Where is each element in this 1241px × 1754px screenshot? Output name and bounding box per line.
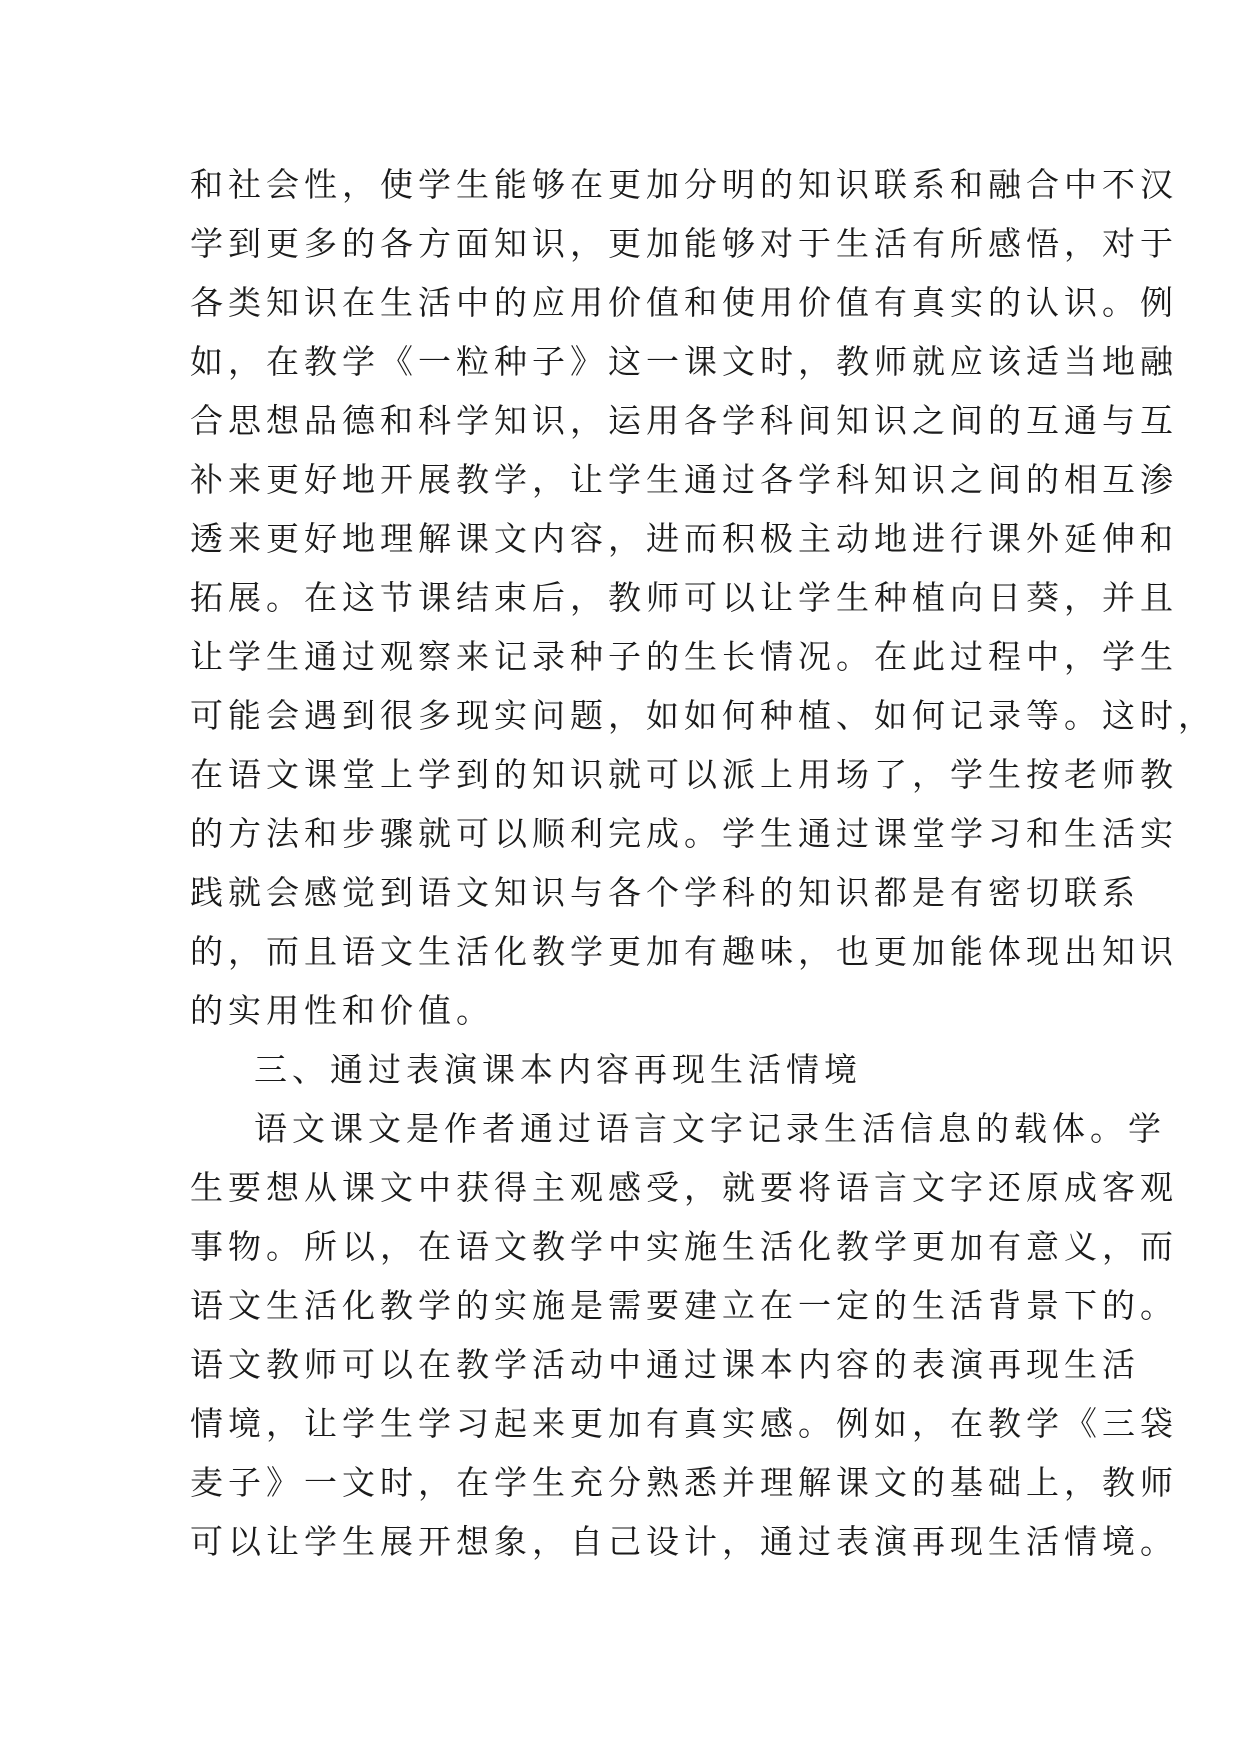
paragraph-2-line: 语文教师可以在教学活动中通过课本内容的表演再现生活 xyxy=(190,1345,1140,1384)
paragraph-2-line: 生要想从课文中获得主观感受，就要将语言文字还原成客观 xyxy=(190,1168,1178,1207)
paragraph-2-line: 情境，让学生学习起来更加有真实感。例如，在教学《三袋 xyxy=(190,1404,1178,1443)
paragraph-1-line: 的方法和步骤就可以顺利完成。学生通过课堂学习和生活实 xyxy=(190,814,1178,853)
paragraph-1-line: 合思想品德和科学知识，运用各学科间知识之间的互通与互 xyxy=(190,401,1178,440)
document-body xyxy=(190,155,1216,1571)
paragraph-1-line: 践就会感觉到语文知识与各个学科的知识都是有密切联系 xyxy=(190,873,1140,912)
paragraph-2-line: 可以让学生展开想象，自己设计，通过表演再现生活情境。 xyxy=(190,1522,1178,1561)
paragraph-1-line: 可能会遇到很多现实问题，如如何种植、如何记录等。这时， xyxy=(190,696,1216,735)
paragraph-1-line: 学到更多的各方面知识，更加能够对于生活有所感悟，对于 xyxy=(190,224,1178,263)
paragraph-1-line: 如，在教学《一粒种子》这一课文时，教师就应该适当地融 xyxy=(190,342,1178,381)
paragraph-2-line: 麦子》一文时，在学生充分熟悉并理解课文的基础上，教师 xyxy=(190,1463,1178,1502)
paragraph-2-line: 事物。所以，在语文教学中实施生活化教学更加有意义，而 xyxy=(190,1227,1178,1266)
paragraph-1-line: 透来更好地理解课文内容，进而积极主动地进行课外延伸和 xyxy=(190,519,1178,558)
paragraph-1-line: 在语文课堂上学到的知识就可以派上用场了，学生按老师教 xyxy=(190,755,1178,794)
paragraph-1-line: 和社会性，使学生能够在更加分明的知识联系和融合中不汉 xyxy=(190,165,1178,204)
paragraph-2-line: 语文生活化教学的实施是需要建立在一定的生活背景下的。 xyxy=(190,1286,1178,1325)
paragraph-2-line: 语文课文是作者通过语言文字记录生活信息的载体。学 xyxy=(254,1109,1166,1148)
section-heading: 三、通过表演课本内容再现生活情境 xyxy=(254,1050,862,1089)
paragraph-1-line: 让学生通过观察来记录种子的生长情况。在此过程中，学生 xyxy=(190,637,1178,676)
paragraph-1-line: 各类知识在生活中的应用价值和使用价值有真实的认识。例 xyxy=(190,283,1178,322)
paragraph-1-line: 补来更好地开展教学，让学生通过各学科知识之间的相互渗 xyxy=(190,460,1178,499)
paragraph-1-line: 的，而且语文生活化教学更加有趣味，也更加能体现出知识 xyxy=(190,932,1178,971)
paragraph-1-line: 拓展。在这节课结束后，教师可以让学生种植向日葵，并且 xyxy=(190,578,1178,617)
paragraph-1-line: 的实用性和价值。 xyxy=(190,991,494,1030)
